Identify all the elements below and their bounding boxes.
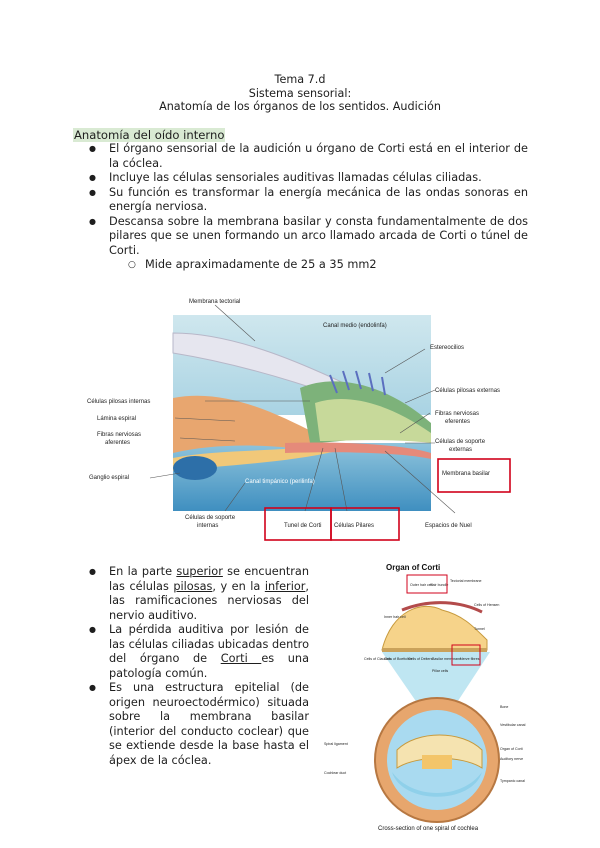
label-spiral-ligament: Spiral ligament <box>324 742 348 746</box>
label-cells-boettcher: Cells of Boettcher <box>384 657 413 661</box>
cochlea-cross-section-figure <box>322 560 526 835</box>
label-celulas-pilosas-internas: Células pilosas internas <box>87 399 151 405</box>
label-canal-timpanico: Canal timpánico (perilinfa) <box>245 479 315 485</box>
label-membrana-basilar: Membrana basilar <box>442 471 491 477</box>
organ-corti-small <box>422 755 452 769</box>
sub-list-item: ○ Mide apraximadamente de 25 a 35 mm2 <box>73 258 528 273</box>
label-cells-claudius: Cells of Claudius <box>364 657 391 661</box>
label-soporte-internas-1: Células de soporte <box>185 515 236 521</box>
label-cells-hensen: Cells of Hensen <box>474 603 500 607</box>
list-item: ● En la parte superior se encuentran las células pilosas, y en la inferior, las ramificaciones nerviosas del nervio auditivo. <box>73 565 309 623</box>
label-basilar: Basilar membrane <box>432 657 462 661</box>
label-vestibular: Vestibular canal <box>500 723 526 727</box>
label-tectorial: Tectorial membrane <box>450 579 482 583</box>
label-tunel-corti: Tunel de Corti <box>284 523 322 529</box>
list-item: ● El órgano sensorial de la audición u órgano de Corti está en el interior de la cóclea. <box>73 142 528 171</box>
page-header <box>0 73 600 114</box>
label-lamina-espiral: Lámina espiral <box>97 416 137 422</box>
label-tympanic: Tympanic canal <box>500 779 525 783</box>
label-soporte-externas-1: Células de soporte <box>435 439 486 445</box>
label-nerve: Nerve fibres <box>460 657 480 661</box>
label-fibras-eferentes-1: Fibras nerviosas <box>435 411 480 417</box>
label-cells-deiters: Cells of Deiters <box>408 657 433 661</box>
topic-number: Tema 7.d <box>274 73 326 86</box>
topic-subject: Sistema sensorial: <box>248 86 352 100</box>
label-canal-medio: Canal medio (endolinfa) <box>323 323 387 329</box>
label-pillar: Pillar cells <box>432 669 449 673</box>
list-item: ● La pérdida auditiva por lesión de las células ciliadas ubicadas dentro del órgano de Corti es una patología común. <box>73 623 309 681</box>
bullet-list-2 <box>73 565 309 768</box>
label-hair: Hair bundle <box>430 583 449 587</box>
label-espacios-nuel: Espacios de Nuel <box>425 523 472 529</box>
label-fibras-eferentes-2: eferentes <box>445 419 471 425</box>
list-item: ● Es una estructura epitelial (de origen neuroectodérmico) situada sobre la membrana basilar (interior del conducto coclear) que se extiende desde la base hasta el ápex de la cóclea. <box>73 681 309 768</box>
label-bone: Bone <box>500 705 509 709</box>
label-outer-hair: Outer hair cell <box>410 583 433 587</box>
label-organ-corti: Organ of Corti <box>500 747 523 751</box>
label-celulas-pilosas-externas: Células pilosas externas <box>435 388 501 394</box>
label-soporte-internas-2: internas <box>197 523 219 529</box>
organ-of-corti-figure <box>85 293 515 545</box>
label-fibras-aferentes-1: Fibras nerviosas <box>97 432 142 438</box>
label-estereocilios: Estereocilios <box>430 345 465 351</box>
label-inner-hair: Inner hair cell <box>384 615 406 619</box>
list-item: ● Descansa sobre la membrana basilar y consta fundamentalmente de dos pilares que se unen formando un arco llamado arcada de Corti o túnel de Corti. <box>73 215 528 259</box>
figure2-title: Organ of Corti <box>386 563 441 572</box>
list-item: ● Su función es transformar la energía mecánica de las ondas sonoras en energía nerviosa. <box>73 186 528 215</box>
label-fibras-aferentes-2: aferentes <box>105 440 131 446</box>
label-cochlear-duct: Cochlear duct <box>324 771 347 775</box>
bullet-list <box>73 142 528 273</box>
list-item: ● Incluye las células sensoriales auditivas llamadas células ciliadas. <box>73 171 528 186</box>
label-auditory: Auditory nerve <box>500 757 524 761</box>
label-celulas-pilares: Células Pilares <box>334 523 375 529</box>
topic-title: Anatomía de los órganos de los sentidos. Audición <box>159 100 441 113</box>
label-membrana-tectorial: Membrana tectorial <box>189 299 241 305</box>
label-tunnel: Tunnel <box>474 627 485 631</box>
spiral-ganglion <box>173 456 217 480</box>
label-soporte-externas-2: externas <box>449 447 473 453</box>
figure2-caption: Cross-section of one spiral of cochlea <box>378 826 479 832</box>
label-ganglio-espiral: Ganglio espiral <box>89 475 130 481</box>
section-title: Anatomía del oído interno <box>74 128 225 142</box>
